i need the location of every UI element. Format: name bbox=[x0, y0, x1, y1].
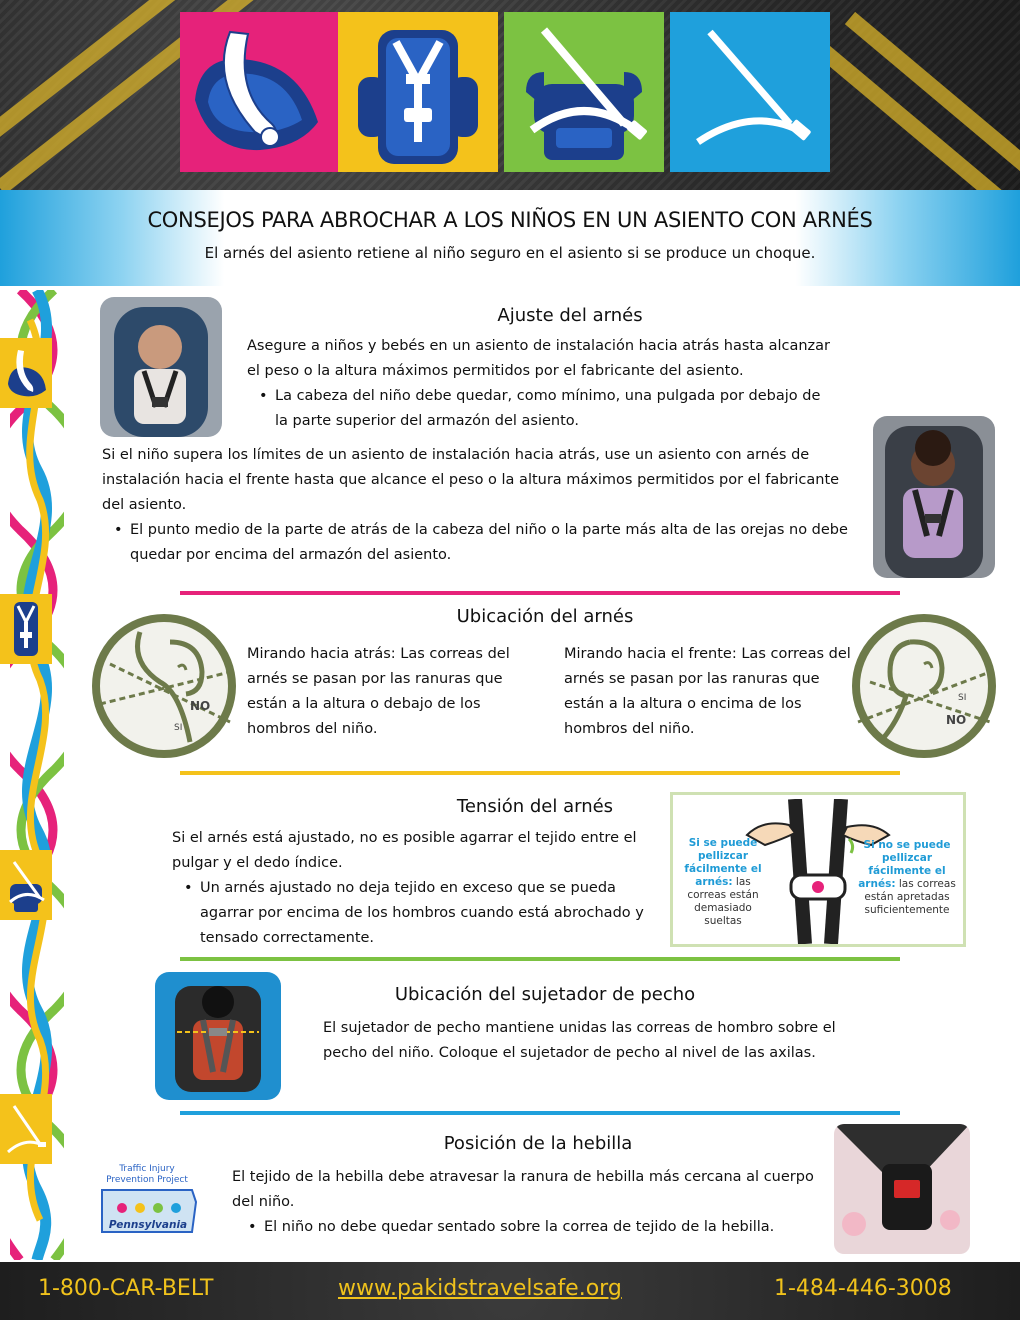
pinch-test-box bbox=[670, 792, 966, 947]
tension-bullet-1: • Un arnés ajustado no deja tejido en exceso que se pueda agarrar por encima de los hombros cuando está abrochado y tensado correctamente. bbox=[178, 876, 652, 951]
rear-facing-diagram bbox=[90, 612, 238, 760]
ajuste-bullet-2: • El punto medio de la parte de atrás de la cabeza del niño o la parte más alta de las orejas no debe quedar por encima del armazón del asiento. bbox=[108, 518, 862, 568]
ajuste-paragraph-2 bbox=[102, 443, 862, 568]
chest-clip-illustration bbox=[155, 972, 281, 1100]
pinch-loose-rest: las correas están demasiado sueltas bbox=[687, 876, 759, 927]
hero-banner bbox=[0, 0, 1020, 190]
buckle-photo bbox=[834, 1124, 970, 1254]
tension-p1-text: Si el arnés está ajustado, no es posible agarrar el tejido entre el pulgar y el dedo índice. bbox=[172, 830, 637, 871]
footer-phone-2[interactable]: 1-484-446-3008 bbox=[774, 1276, 952, 1301]
page-subtitle: El arnés del asiento retiene al niño seguro en el asiento si se produce un choque. bbox=[204, 244, 816, 262]
forward-facing-diagram bbox=[850, 612, 998, 760]
ajuste-p1-text: Asegure a niños y bebés en un asiento de instalación hacia atrás hasta alcanzar el peso o la altura máximos permitidos por el fabricante del asiento. bbox=[247, 338, 831, 379]
harness-seat-icon bbox=[338, 12, 498, 172]
child-forward-facing-photo bbox=[873, 416, 995, 578]
harness-seat-icon bbox=[0, 594, 52, 664]
divider-blue bbox=[180, 1111, 900, 1115]
hebilla-paragraph bbox=[232, 1165, 832, 1240]
divider-yellow bbox=[180, 771, 900, 775]
section-title-ubicacion: Ubicación del arnés bbox=[456, 606, 634, 627]
seat-belt-icon bbox=[0, 1094, 52, 1164]
divider-magenta bbox=[180, 591, 900, 595]
booster-seat-icon bbox=[0, 850, 52, 920]
pecho-paragraph: El sujetador de pecho mantiene unidas las correas de hombro sobre el pecho del niño. Coloque el sujetador de pecho al nivel de las axilas. bbox=[323, 1020, 836, 1061]
pinch-loose-strong: Si se puede pellizcar fácilmente el arnés: bbox=[684, 837, 762, 888]
tension-paragraph bbox=[172, 826, 652, 951]
divider-green bbox=[180, 957, 900, 961]
page-title: CONSEJOS PARA ABROCHAR A LOS NIÑOS EN UN ASIENTO CON ARNÉS bbox=[147, 208, 873, 232]
logo-text bbox=[92, 1164, 202, 1186]
section-title-tension: Tensión del arnés bbox=[456, 796, 614, 817]
si-label: SI bbox=[958, 693, 967, 703]
logo-line-1: Traffic Injury bbox=[119, 1164, 175, 1174]
footer-website-link[interactable]: www.pakidstravelsafe.org bbox=[338, 1276, 622, 1301]
footer bbox=[0, 1262, 1020, 1320]
section-title-ajuste: Ajuste del arnés bbox=[497, 305, 643, 326]
ajuste-p2-text: Si el niño supera los límites de un asiento de instalación hacia atrás, use un asiento con arnés de instalación hacia el frente hasta que alcance el peso o la altura máximos permitidos por el fabricante del asiento. bbox=[102, 447, 840, 513]
footer-phone-1[interactable]: 1-800-CAR-BELT bbox=[38, 1276, 214, 1301]
pinch-tight-rest: las correas están apretadas suficientemente bbox=[864, 878, 956, 916]
hebilla-bullet-1: • El niño no debe quedar sentado sobre la correa de tejido de la hebilla. bbox=[242, 1215, 832, 1240]
ubicacion-rear-text: Mirando hacia atrás: Las correas del arnés se pasan por las ranuras que están a la altura o debajo de los hombros del niño. bbox=[247, 646, 510, 737]
seat-belt-icon bbox=[670, 12, 830, 172]
si-label: SI bbox=[174, 723, 183, 733]
logo-line-2: Prevention Project bbox=[106, 1175, 188, 1185]
rear-facing-seat-icon bbox=[180, 12, 340, 172]
tipp-logo bbox=[92, 1164, 202, 1242]
pinch-loose-text bbox=[677, 837, 769, 928]
rear-facing-seat-icon bbox=[0, 338, 52, 408]
booster-seat-icon bbox=[504, 12, 664, 172]
section-title-hebilla: Posición de la hebilla bbox=[443, 1133, 633, 1154]
title-band bbox=[0, 190, 1020, 286]
pinch-tight-text bbox=[855, 839, 959, 917]
no-label: NO bbox=[190, 699, 211, 713]
hebilla-p1-text: El tejido de la hebilla debe atravesar la ranura de hebilla más cercana al cuerpo del niño. bbox=[232, 1169, 814, 1210]
logo-state: Pennsylvania bbox=[108, 1219, 188, 1231]
pinch-tight-strong: Si no se puede pellizcar fácilmente el arnés: bbox=[858, 839, 951, 890]
infant-rear-facing-photo bbox=[100, 297, 222, 437]
ajuste-paragraph-1 bbox=[247, 334, 837, 434]
no-label: NO bbox=[946, 713, 967, 727]
ajuste-bullet-1: • La cabeza del niño debe quedar, como mínimo, una pulgada por debajo de la parte superior del armazón del asiento. bbox=[253, 384, 837, 434]
section-title-pecho: Ubicación del sujetador de pecho bbox=[394, 984, 696, 1005]
ubicacion-forward-text: Mirando hacia el frente: Las correas del arnés se pasan por las ranuras que están a la altura o encima de los hombros del niño. bbox=[564, 646, 851, 737]
